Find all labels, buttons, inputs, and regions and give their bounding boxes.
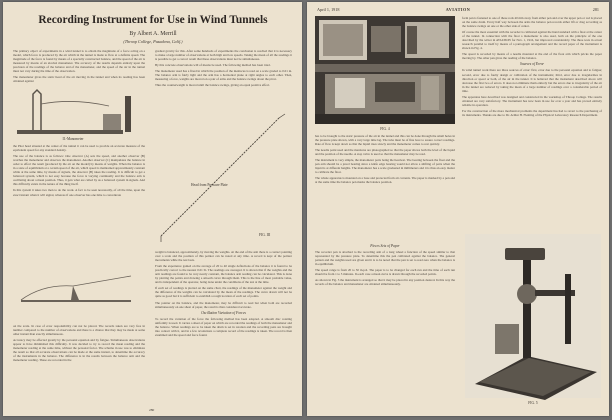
figure-1-caption: II.-Manometer	[62, 137, 84, 141]
paragraph: The needle point used and the meniscus are photographed so that the paper shows both the level of the liquid and the position of the needle. A stop valve is used so that the manometer may be read.	[315, 148, 455, 157]
figure-3-caption: FIG. III	[259, 233, 271, 237]
left-col1-bottom	[13, 324, 145, 406]
paragraph: In this system it takes two men to do the work. A fact to be seen necessarily, of all the time, upon the exact instant when it will signal, whereas if one observer has one time to concentrate	[13, 188, 145, 197]
magazine-name: AVIATION	[445, 7, 471, 12]
figure-4-caption: FIG. 4	[380, 127, 390, 131]
right-col2-top	[462, 16, 602, 124]
paragraph: From the experience gained on the average of 20 to 40 single deflections of the balance it is found to be practically correct to the nearest 0.01 lb. The readings are averaged. It is shown that if the weights and the arm readings are found to be very nearly constant, the balance arm reading can be calculated. This is done by plotting the points and drawing a smooth curve through them. This is the line of most probable value, and is independent of the operator, being done under the conditions of the test at the time.	[155, 264, 292, 285]
figure-2-pointer	[13, 250, 145, 322]
paragraph: As shown in Fig. 5 the instrument is arranged so that it may be placed in any position desired. In this way the records of the balance and manometer are obtained simultaneously.	[315, 278, 455, 287]
paragraph: The manometer gives the static head of the air moving in the tunnel and when its reading has been obtained against	[13, 75, 145, 83]
paragraph: The manometer used has a fixed in which the position of the meniscus is read on a scale graded to 0.01 in. The balance arm is fairly light and the arm has a horizontal plane at right angles to each other. Then, measuring a force, weights are moved on a pair of arms and the balance swings about the pivot.	[155, 69, 292, 82]
left-col2-mid	[155, 250, 292, 406]
paragraph: The instrument is very simple, the manometer parts being the heaviest. The bearing between the float and the pen arm should be a jewel bearing since a knife edge bearing would not allow a shifting of parts when the liquid is at different heights. The manometer has a scale graduated in millimeters and it is thus an easy matter to calibrate the float.	[315, 158, 455, 175]
left-col2-top	[155, 49, 292, 107]
paragraph: The speed is recorded by means of a needle mounted at the end of the float arm which pricks the paper moving by. The other pen gives the reading of the balance.	[462, 52, 602, 61]
paragraph: weight is balanced, approximately, by moving the weights. At the end of the arm there is a contact pointing over a scale and the position of this pointer can be noted at any time. A record is kept of the pointer movements while the test lasts.	[155, 250, 292, 263]
figure-5-caption: FIG. 5	[528, 401, 538, 405]
paragraph: the Pitot head situated at the center of the tunnel it can be used to provide an accurate measure of the equivalent speed for any standard density.	[13, 144, 145, 153]
paragraph: By this concrete observations will of means be used. The following method has been tried.	[155, 63, 271, 68]
paragraph: on the scale. In case of error responsibility can not be placed. The records taken are very free in number compared to the number of observations and there is a chance that they may be made at some other instant than exactly simultaneous.	[13, 324, 145, 337]
paragraph: form pen is fastened to one of these rods 40 mm away from either pen and over the upper pen or rod is placed on the same drum. Every half way between the arms the balance pen records either lift or drag according as the balance swings on one or the other side of center.	[462, 16, 602, 29]
byline	[17, 31, 289, 45]
paragraph: The apparatus here described was designed and constructed in the workshop of Throop College. The results obtained are very satisfactory. The instrument has now been in use for over a year and has proved entirely reliable in operation.	[462, 94, 602, 107]
paragraph: To record the variation of the force the following method has been adopted. A smooth disc rotating uniformly is used. It carries a sheet of paper on which are recorded the readings of both the manometer and the balance. When readings are to be taken the drum is set in rotation and the recording pens are brought into contact with it, and in a few revolutions a complete record of the readings is taken. The record is then examined and the speed and force found.	[155, 316, 292, 337]
left-col1-top	[13, 49, 145, 83]
paragraph: The speed range is from 20 to 50 m.p.h. The paper is to be changed for each run and the time of each run should be from 1 to 5 minutes. In each case a mean curve is drawn through the recorded points.	[315, 268, 455, 277]
figure-5-photo	[465, 234, 601, 406]
right-page	[307, 2, 609, 416]
figure-3-diagram	[155, 108, 292, 248]
paragraph: The recorder pen is attached to the recording arm of a long wheel a function of the speed similar to that represented by the pressure plate. To determine this the pen calibrated against the balance. The general pattern and the weights used are given and it is to be noted that the pen is set to read zero when the balance is in equilibrium.	[315, 250, 455, 267]
paragraph: Accuracy may be effected greatly by the personal equation and by fatigue. Simultaneous observations appear to have diminished this difficulty. It was decided to try to record the mean reading and the manometer reading at the same time, without the personal factor. The scheme in use was to eliminate the result so that all accurate observations can be made at the same instant, to determine the accuracy of the instruments in the balance. The difference is in the results between the balance arm and the manometer reading. These are recorded in the	[13, 338, 145, 363]
right-col1-mid	[315, 134, 455, 240]
paragraph: gradual gravity for this. After some hundreds of experiments the conclusion is reached that it is necessary to make a large number of observations at both high and low speeds. Taking the mean of all the readings it is possible to get a correct result that these observations must not be simultaneous.	[155, 49, 292, 62]
issue-date: April 1, 1918	[317, 7, 340, 12]
paragraph: The use of the balance is as follows: One observer (A) sets the speed, and another observer (B) watches the manometer and observes the manometer. Another observer (C) manipulates the balance in order to effect the result (produced by the air on the model) by means of weights. When the balance is in a state of equilibrium at a certain speed of the air, which speed is maintained approximately constant while at the same time, by means of signals, the observer (B) takes the reading. It is difficult to get a balanced system, which is not easy because the force is varying continually and the balance arm is oscillating about a mean position. Thus, it gets what are called by us a balanced system in signals. And this difficulty exists in the nature of the thing itself.	[13, 154, 145, 187]
figure-4-photo	[315, 16, 455, 132]
left-page	[3, 2, 302, 416]
paragraph: The primary object of experiments in a wind tunnel is to obtain the magnitude of a force acting on a model, which force is produced by the air which in the tunnel is made to flow at a definite speed. The magnitude of the force is found by means of a specially constructed balance, and the speed of the air is measured by means of an alcohol manometer. The accuracy of the results depends entirely upon the precision of the readings of the balance and of the manometer, and the speed of the air in the tunnel must not vary during the time of the observation.	[13, 49, 145, 74]
section-heading: Oscillation Variation of Forces	[201, 310, 246, 315]
paragraph: If each set of readings is plotted on the same chart, the readings of the manometer against the weight and the difference of the weights can be calculated by the mean of the readings. The curve drawn will not be quite as good but it is sufficient to establish a rough location of each set of points.	[155, 286, 292, 299]
section-heading: Sources of Error	[520, 62, 544, 67]
paragraph: The pointer on the balance, and the manometer, may be difficult to read but when both are recorded simultaneously on one sheet of paper, the result is then considered accurate.	[155, 300, 292, 309]
paragraph: Of course the most essential with the recorder is calibrated against the hand standard with a float at the center of the tunnel. In connection with the float a manometer is also used, both on the principle of the one described by the writer in AVIATION for Nov. 1, 1916, but improved considerably. The three tests in actual research parallel to itself by means of a pantograph arrangement and the record paper of the instrument is shown in Fig. 4.	[462, 30, 602, 51]
paragraph: For the construction of the more mechanical problems the department has had to revert to the purchasing of its instruments. Thanks are due to Dr. Arthur H. Fleming of the Physical Laboratory Research Department.	[462, 108, 602, 117]
left-folio: 280	[149, 408, 155, 412]
right-col1-bottom	[315, 242, 455, 406]
figure-1-manometer	[13, 84, 145, 142]
figure-2-caption: Head from Pressure Plate	[191, 183, 228, 187]
section-heading: Pieces Sets of Paper	[370, 244, 400, 248]
article-title: Recording Instrument for Use in Wind Tunnels	[38, 14, 268, 26]
paragraph: Thus the counterweight is moved until the balance swings, giving an equal positive effect.	[155, 83, 270, 88]
page-number: 281	[592, 7, 599, 12]
author-affiliation: (Throop College, Pasadena, Calif.)	[123, 39, 183, 44]
paragraph: In wind tunnel work there are three sources of error: first, error due to the personal equation and to fatigue; second, error due to faulty design or calibration of the instruments; third, error due to irregularities in direction or speed or both, of the air in the tunnel. It is believed that the instrument described above will decrease the first two of errors. It does not eliminate them entirely but the errors due to irregularity of the air in the tunnel are reduced by taking the mean of a large number of readings over a considerable period of time.	[462, 68, 602, 93]
left-col1-mid	[13, 144, 145, 248]
paragraph: has to be brought to the static pressure of the air in the tunnel and this can be done through the small holes in the pressure plate shown, with a very large time lag. The tube must be of fine bore to assure correct readings. Rate of flow is kept down so that the liquid rises slowly and the manometer comes to rest quickly.	[315, 134, 455, 147]
author-name: By Albert A. Merrill	[129, 31, 177, 37]
paragraph: The whole apparatus is mounted on a base and protected from air currents. The paper is marked by a pen and at the same time the balance pen marks the balance position.	[315, 176, 455, 185]
